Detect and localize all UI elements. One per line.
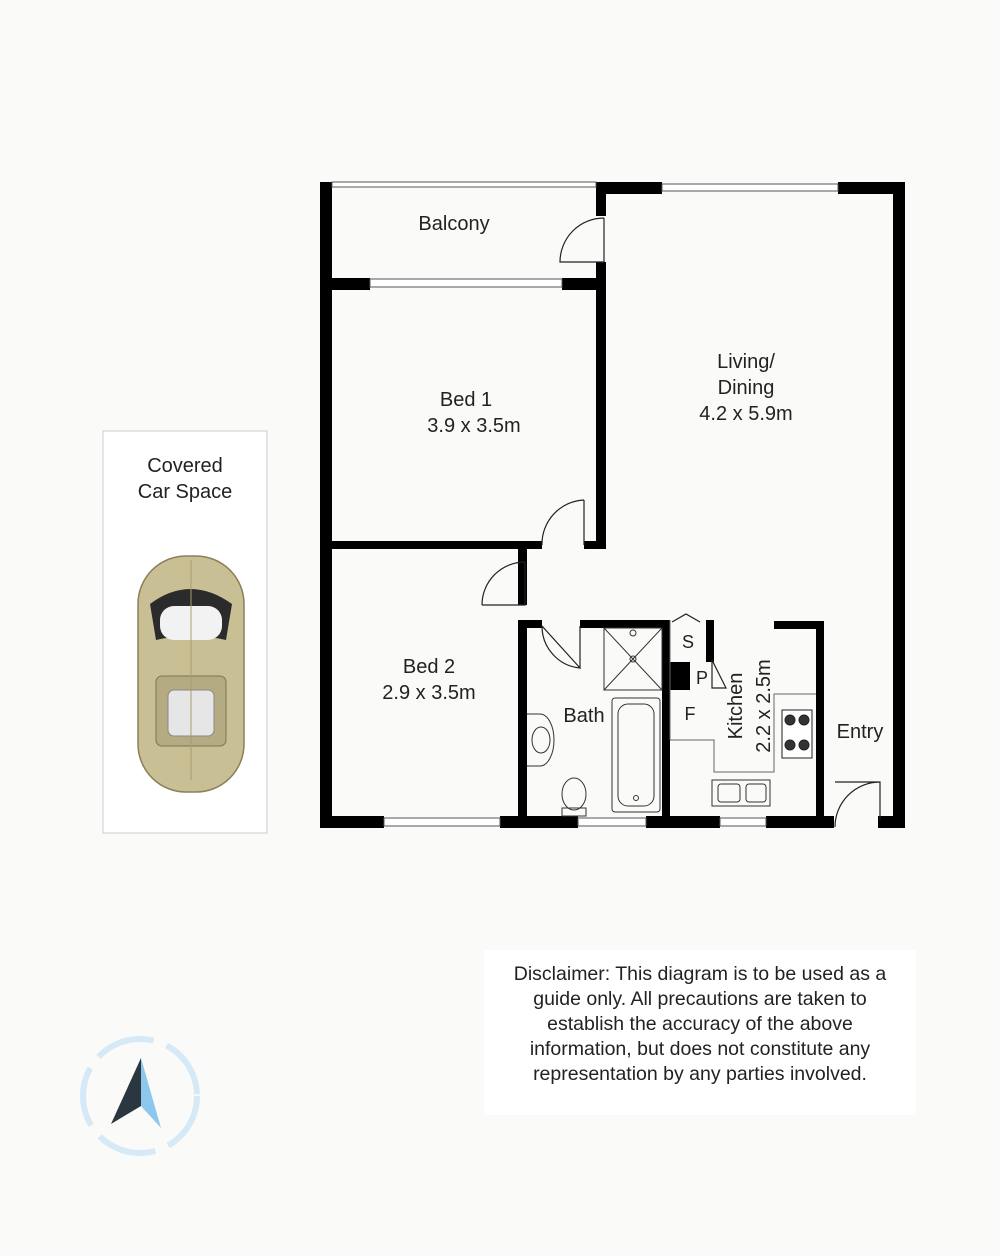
car-space-label-line1: Covered — [147, 455, 223, 477]
kitchen-size: 2.2 x 2.5m — [753, 659, 775, 753]
living-size: 4.2 x 5.9m — [699, 403, 793, 425]
bed2-size: 2.9 x 3.5m — [382, 682, 476, 704]
shower-icon — [604, 628, 662, 690]
cupboard-p-label: P — [695, 668, 709, 688]
entry-label: Entry — [836, 721, 884, 743]
cupboard-f-label: F — [684, 704, 696, 724]
bed1-size: 3.9 x 3.5m — [427, 415, 521, 437]
car-space-label-line2: Car Space — [137, 481, 233, 503]
disclaimer-text: Disclaimer: This diagram is to be used as a guide only. All precautions are taken to establish the accuracy of the above information, but does not constitute any representation by any parties involved. — [484, 950, 916, 1115]
bathtub-icon — [612, 698, 660, 812]
cupboard-s-label: S — [681, 632, 695, 652]
sink-icon — [712, 780, 770, 806]
toilet-icon — [562, 778, 586, 816]
kitchen-label: Kitchen — [725, 672, 747, 740]
basin-icon — [527, 714, 554, 766]
car-icon — [138, 556, 244, 792]
living-label-line2: Dining — [717, 377, 775, 399]
bath-label: Bath — [563, 705, 605, 727]
bed2-label: Bed 2 — [402, 656, 456, 678]
living-label-line1: Living/ — [717, 351, 775, 373]
compass-icon — [83, 1039, 197, 1153]
stove-icon — [782, 710, 812, 758]
balcony-label: Balcony — [418, 213, 490, 235]
bed1-label: Bed 1 — [439, 389, 493, 411]
